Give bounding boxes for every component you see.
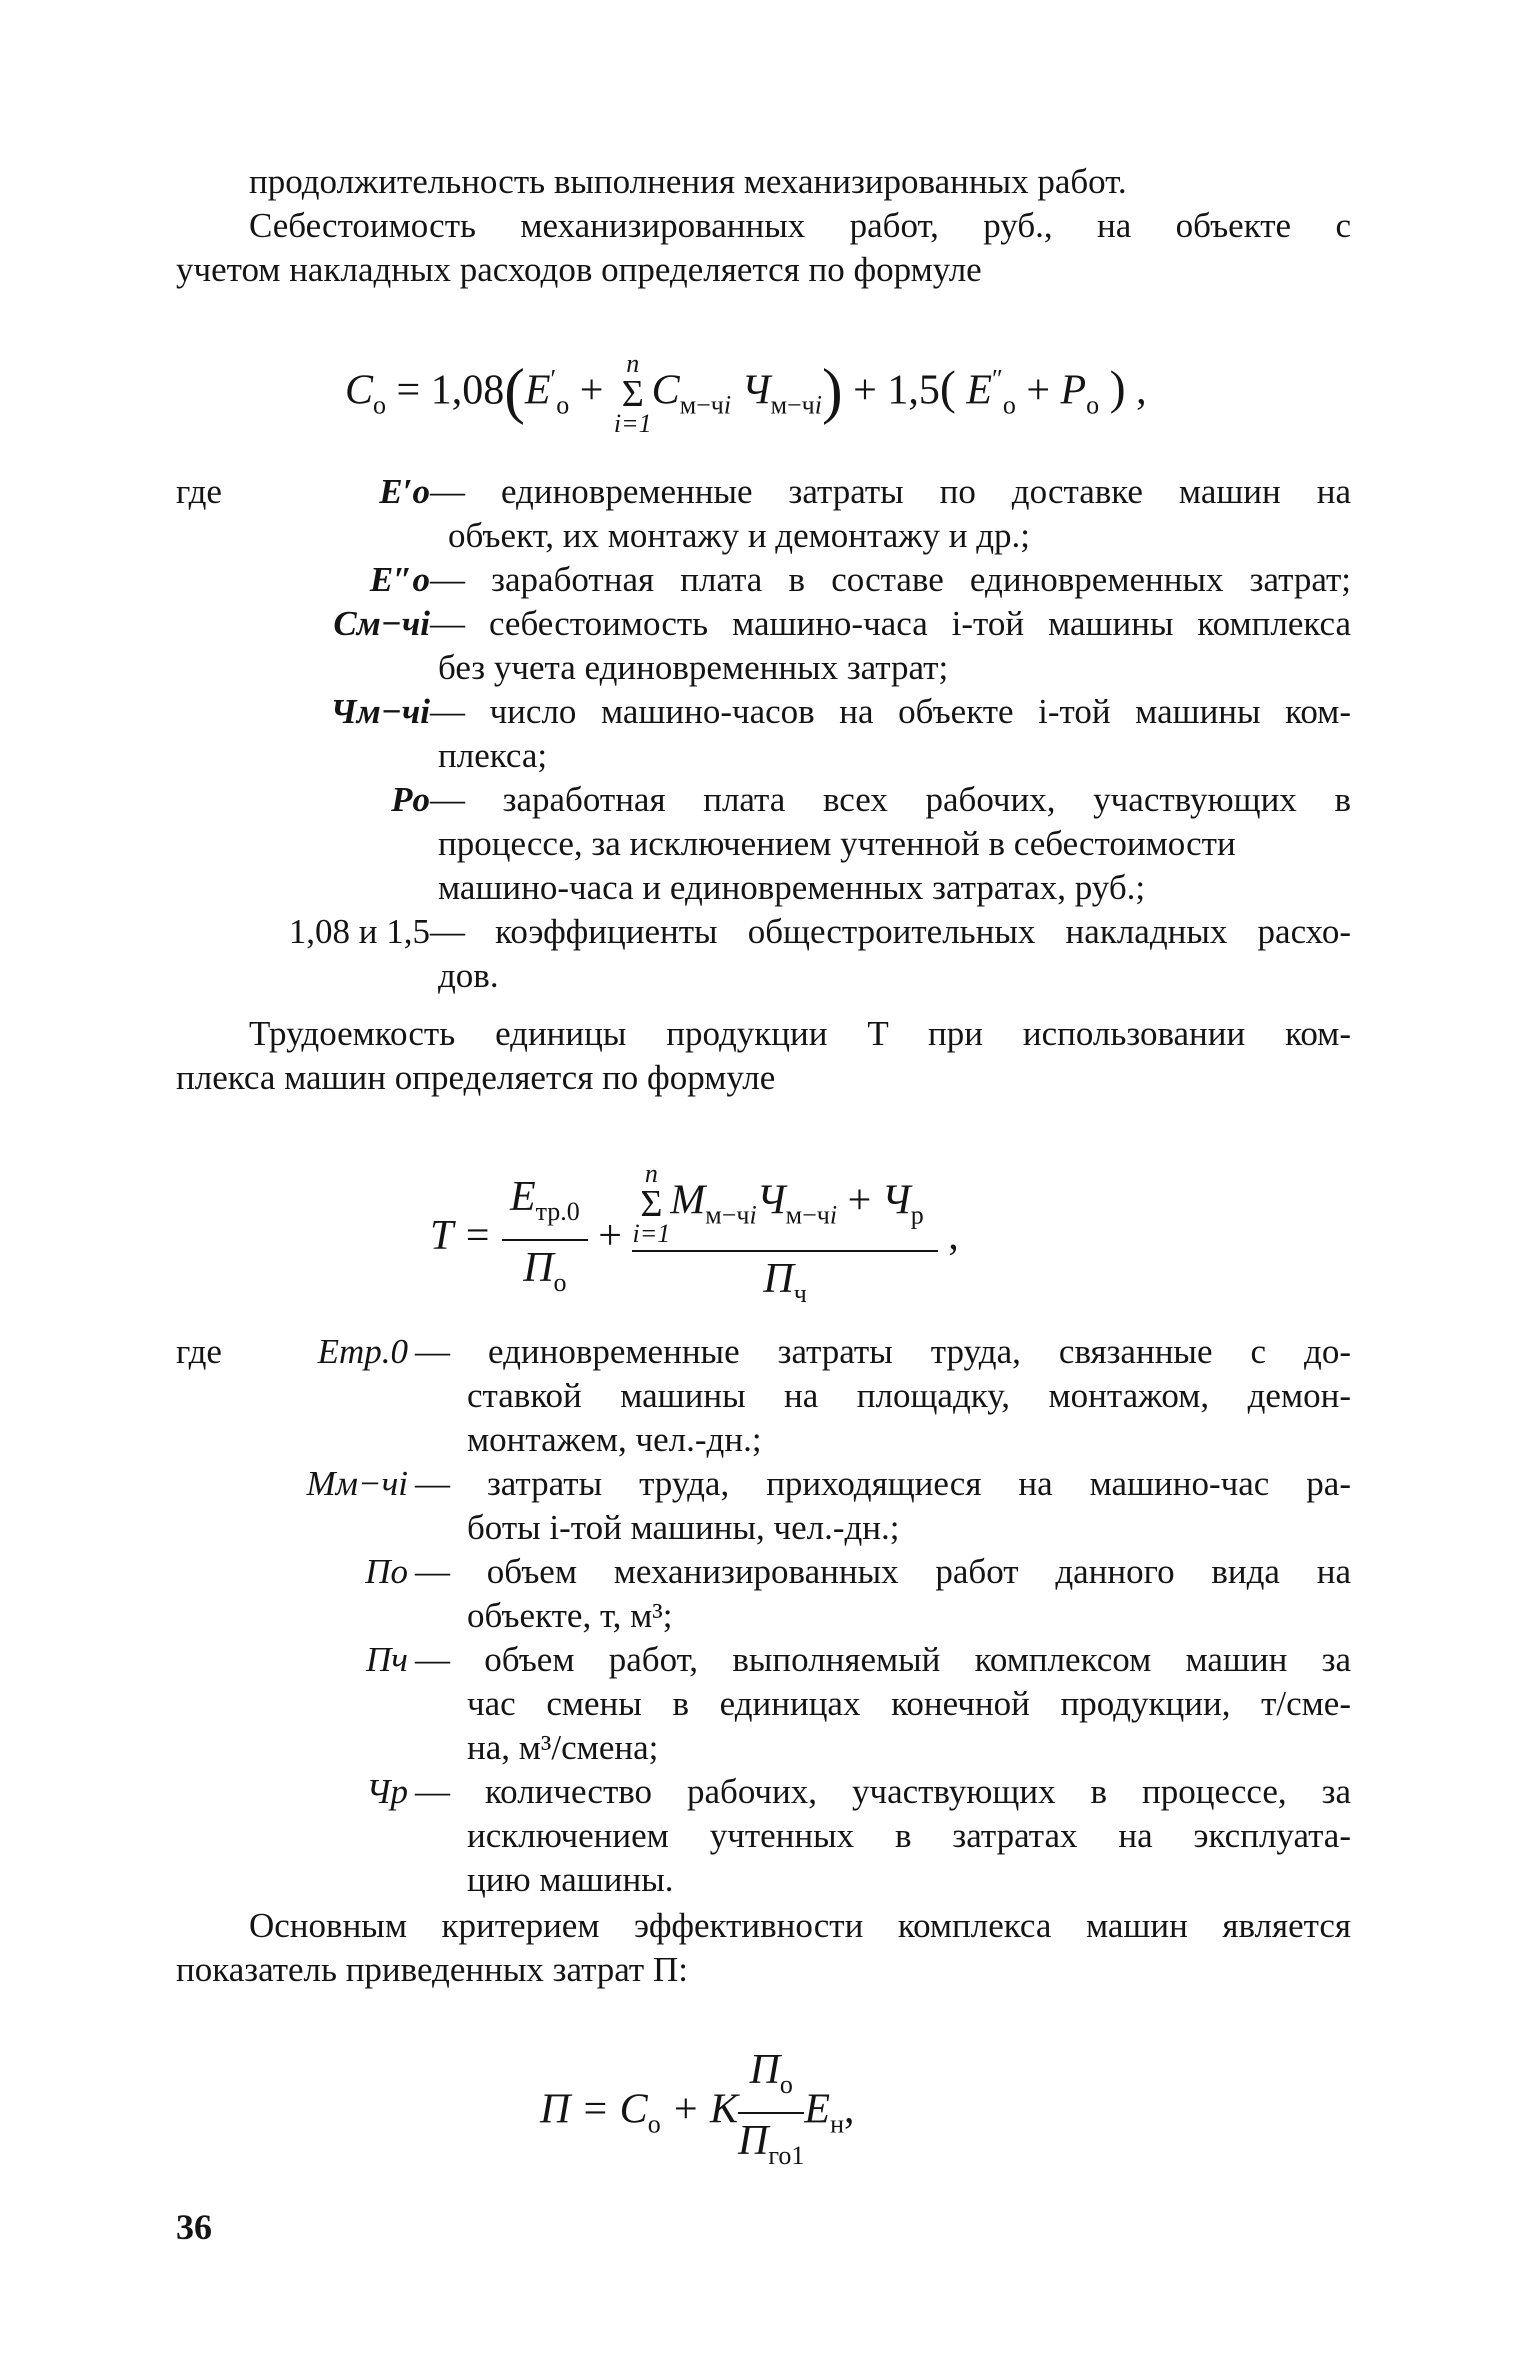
subscript: i xyxy=(749,1200,757,1230)
text: объекте, т, м³; xyxy=(467,1596,673,1635)
paren: ) xyxy=(822,357,843,426)
definition-text xyxy=(430,778,1351,910)
sigma: Σ xyxy=(640,1183,663,1225)
superscript: ′ xyxy=(550,364,557,394)
definition-text xyxy=(430,558,1351,602)
numerator xyxy=(632,1160,937,1252)
subscript: м−ч xyxy=(785,1200,830,1230)
definition-text xyxy=(415,1770,1351,1902)
subscript: о xyxy=(779,2070,793,2099)
text: , xyxy=(844,2086,855,2133)
text: учетом накладных расходов определяется по формуле xyxy=(176,250,982,289)
subscript: o xyxy=(1002,390,1016,420)
paragraph-line xyxy=(176,204,1351,248)
sum-upper: n xyxy=(626,349,640,378)
definition-symbol xyxy=(176,1638,408,1682)
text: боты i-той машины, чел.-дн.; xyxy=(467,1508,900,1547)
denominator xyxy=(502,1241,588,1308)
symbol: P xyxy=(1060,367,1087,414)
symbol: E xyxy=(966,367,992,414)
subscript: тр.0 xyxy=(535,1196,580,1226)
text: машино-часа и единовременных затратах, руб.; xyxy=(438,868,1146,907)
sum-upper: n xyxy=(644,1159,658,1188)
text: Трудоемкость единицы продукции T при использовании ком- xyxy=(249,1014,1351,1053)
paragraph-line xyxy=(176,1012,1351,1056)
text: — заработная плата всех рабочих, участвующих в xyxy=(430,780,1351,819)
definition-text xyxy=(430,470,1351,558)
subscript: o xyxy=(1086,390,1100,420)
symbol: M xyxy=(670,1177,706,1224)
text: плекса; xyxy=(438,736,548,775)
text: = 1,08 xyxy=(396,367,505,414)
definition-symbol xyxy=(176,1462,408,1506)
paren: ( xyxy=(939,361,956,415)
fraction xyxy=(632,1160,937,1319)
subscript: ч xyxy=(793,1279,807,1308)
subscript: o xyxy=(373,390,387,420)
numerator xyxy=(738,2045,804,2114)
symbol: C xyxy=(345,367,374,414)
operator: + xyxy=(598,1213,622,1260)
symbol: П xyxy=(763,1256,794,1302)
subscript: i xyxy=(814,390,822,420)
operator: + xyxy=(579,367,604,414)
text: Po xyxy=(391,780,430,819)
symbol: П xyxy=(738,2118,769,2164)
text: По xyxy=(365,1552,408,1591)
subscript: р xyxy=(910,1200,924,1230)
symbol: + K xyxy=(671,2086,739,2133)
definition-symbol xyxy=(176,1550,408,1594)
subscript: o xyxy=(556,390,570,420)
subscript: н xyxy=(830,2109,844,2139)
paragraph-line xyxy=(176,1904,1351,1948)
definition-text xyxy=(430,602,1351,690)
definition-symbol xyxy=(176,778,430,822)
text: — себестоимость машино-часа i-той машины комплекса xyxy=(430,604,1351,643)
formula-cost xyxy=(345,350,1147,438)
paragraph-line xyxy=(176,160,1351,204)
subscript: м−ч xyxy=(770,390,815,420)
denominator xyxy=(738,2114,804,2181)
symbol: П = C xyxy=(540,2086,648,2133)
subscript: i xyxy=(723,390,732,420)
definition-symbol xyxy=(176,470,430,514)
text: монтажем, чел.-дн.; xyxy=(467,1420,762,1459)
symbol: П xyxy=(523,1244,554,1291)
definition-symbol xyxy=(176,1770,408,1814)
text: — единовременные затраты по доставке машин на xyxy=(430,472,1351,511)
operator: + xyxy=(1026,367,1051,414)
sum-lower: i=1 xyxy=(632,1219,671,1248)
definition-text xyxy=(415,1638,1351,1770)
text: показатель приведенных затрат П: xyxy=(176,1950,688,1989)
text: , xyxy=(948,1213,959,1260)
text: — объем работ, выполняемый комплексом машин за xyxy=(415,1640,1351,1679)
text: объект, их монтажу и демонтажу и др.; xyxy=(448,516,1030,555)
symbol: Ч xyxy=(881,1177,911,1224)
formula-labor xyxy=(430,1160,959,1319)
text: 1,08 и 1,5 xyxy=(288,912,430,951)
symbol: C xyxy=(651,367,680,414)
text: на, м³/смена; xyxy=(467,1728,659,1767)
text: без учета единовременных затрат; xyxy=(438,648,949,687)
symbol: Ч xyxy=(756,1177,786,1224)
paren: ) xyxy=(1109,361,1126,415)
text: Mм−чi xyxy=(306,1464,408,1503)
paragraph-line xyxy=(176,1056,1351,1100)
definition-symbol xyxy=(176,910,430,954)
text: — объем механизированных работ данного вида на xyxy=(415,1552,1351,1591)
sum-symbol xyxy=(614,350,652,438)
fraction xyxy=(738,2045,804,2181)
text: — затраты труда, приходящиеся на машино-час ра- xyxy=(415,1464,1351,1503)
definition-text xyxy=(430,910,1351,998)
numerator xyxy=(502,1172,588,1241)
fraction xyxy=(502,1172,588,1308)
definition-symbol xyxy=(176,1330,408,1374)
paragraph-line xyxy=(176,248,1351,292)
symbol: E xyxy=(524,367,551,414)
text: Eтр.0 xyxy=(317,1332,408,1371)
symbol: П xyxy=(749,2047,780,2093)
text: процессе, за исключением учтенной в себестоимости xyxy=(438,824,1236,863)
text: Основным критерием эффективности комплекса машин является xyxy=(249,1906,1351,1945)
text: Cм−чi xyxy=(333,604,430,643)
text: где xyxy=(176,1332,222,1371)
text: исключением учтенных в затратах на эксплуата- xyxy=(467,1816,1351,1855)
text: час смены в единицах конечной продукции, т/сме- xyxy=(467,1684,1351,1723)
subscript: о xyxy=(647,2109,661,2139)
subscript: м−ч xyxy=(679,390,724,420)
symbol: Ч xyxy=(741,367,771,414)
definition-symbol xyxy=(176,690,430,734)
operator: + xyxy=(847,1177,872,1224)
text: плекса машин определяется по формуле xyxy=(176,1058,776,1097)
text: продолжительность выполнения механизированных работ. xyxy=(249,162,1127,201)
sum-lower: i=1 xyxy=(613,409,652,438)
text: цию машины. xyxy=(467,1860,674,1899)
symbol: E xyxy=(509,1173,536,1220)
definition-text xyxy=(415,1330,1351,1462)
definition-text xyxy=(415,1550,1351,1638)
sigma: Σ xyxy=(621,373,644,415)
text: Чм−чi xyxy=(330,692,430,731)
subscript: о xyxy=(553,1267,567,1297)
subscript: го1 xyxy=(768,2141,805,2170)
formula-reduced-costs xyxy=(540,2045,855,2181)
text: — заработная плата в составе единовременных затрат; xyxy=(430,560,1351,599)
definition-text xyxy=(430,690,1351,778)
subscript: м−ч xyxy=(705,1200,750,1230)
text: E′o xyxy=(379,472,430,511)
symbol: E xyxy=(804,2086,831,2133)
text: — единовременные затраты труда, связанные с до- xyxy=(415,1332,1351,1371)
definition-symbol xyxy=(176,558,430,602)
superscript: ″ xyxy=(991,364,1003,394)
text: E″o xyxy=(369,560,430,599)
text: Себестоимость механизированных работ, руб., на объекте с xyxy=(249,206,1351,245)
definition-symbol xyxy=(176,602,430,646)
paragraph-line xyxy=(176,1948,1351,1992)
page-number xyxy=(176,2205,212,2249)
denominator xyxy=(632,1252,937,1319)
symbol: T = xyxy=(430,1213,492,1260)
text: Пч xyxy=(366,1640,408,1679)
text: 36 xyxy=(176,2207,212,2247)
definition-text xyxy=(415,1462,1351,1550)
text: , xyxy=(1136,367,1147,414)
text: Чр xyxy=(366,1772,408,1811)
paren: ( xyxy=(504,357,525,426)
sum-symbol xyxy=(632,1160,670,1248)
subscript: i xyxy=(829,1200,838,1230)
text: — количество рабочих, участвующих в процессе, за xyxy=(415,1772,1351,1811)
text: где xyxy=(176,472,222,511)
text: + 1,5 xyxy=(853,367,940,414)
text: ставкой машины на площадку, монтажом, демон- xyxy=(467,1376,1351,1415)
text: дов. xyxy=(438,956,499,995)
text: — число машино-часов на объекте i-той машины ком- xyxy=(430,692,1351,731)
text: — коэффициенты общестроительных накладных расхо- xyxy=(430,912,1351,951)
